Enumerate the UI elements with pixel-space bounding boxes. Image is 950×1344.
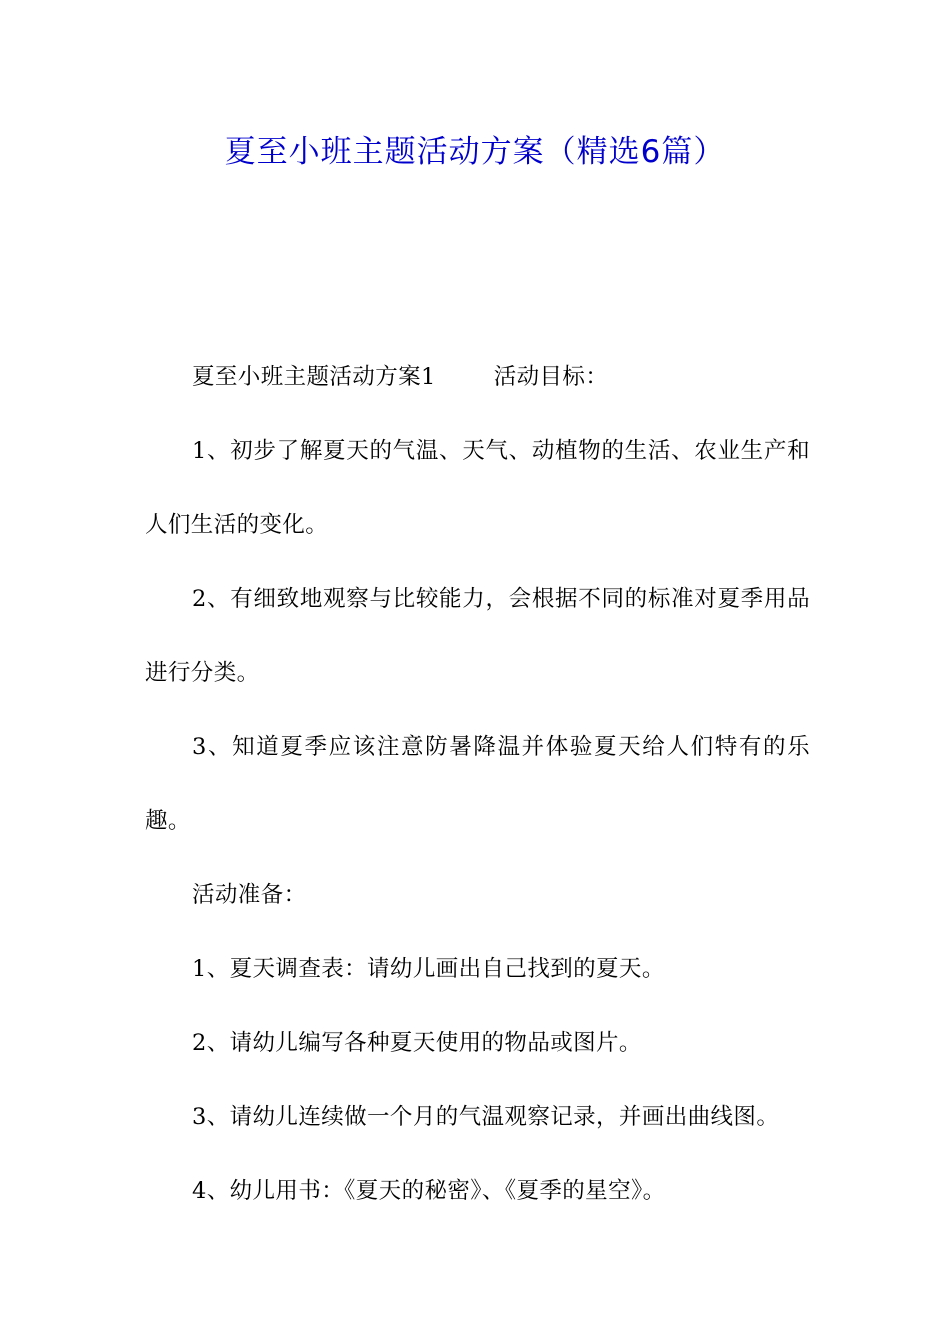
paragraph: 4、幼儿用书：《夏天的秘密》、《夏季的星空》。 — [192, 1178, 666, 1204]
document-body — [145, 340, 810, 1228]
section-heading-line — [145, 340, 810, 414]
paragraph: 1、初步了解夏天的气温、天气、动植物的生活、农业生产和人们生活的变化。 — [145, 438, 810, 538]
paragraph: 3、请幼儿连续做一个月的气温观察记录，并画出曲线图。 — [192, 1104, 780, 1130]
paragraph: 2、有细致地观察与比较能力，会根据不同的标准对夏季用品进行分类。 — [145, 586, 810, 686]
document-title: 夏至小班主题活动方案（精选6篇） — [224, 134, 726, 170]
section-heading: 夏至小班主题活动方案1 — [192, 364, 436, 390]
paragraph: 活动准备： — [192, 882, 307, 908]
paragraph: 3、知道夏季应该注意防暑降温并体验夏天给人们特有的乐趣。 — [145, 734, 810, 834]
paragraph: 1、夏天调查表：请幼儿画出自己找到的夏天。 — [192, 956, 665, 982]
paragraph: 2、请幼儿编写各种夏天使用的物品或图片。 — [192, 1030, 642, 1056]
section-subheading: 活动目标： — [493, 364, 609, 390]
